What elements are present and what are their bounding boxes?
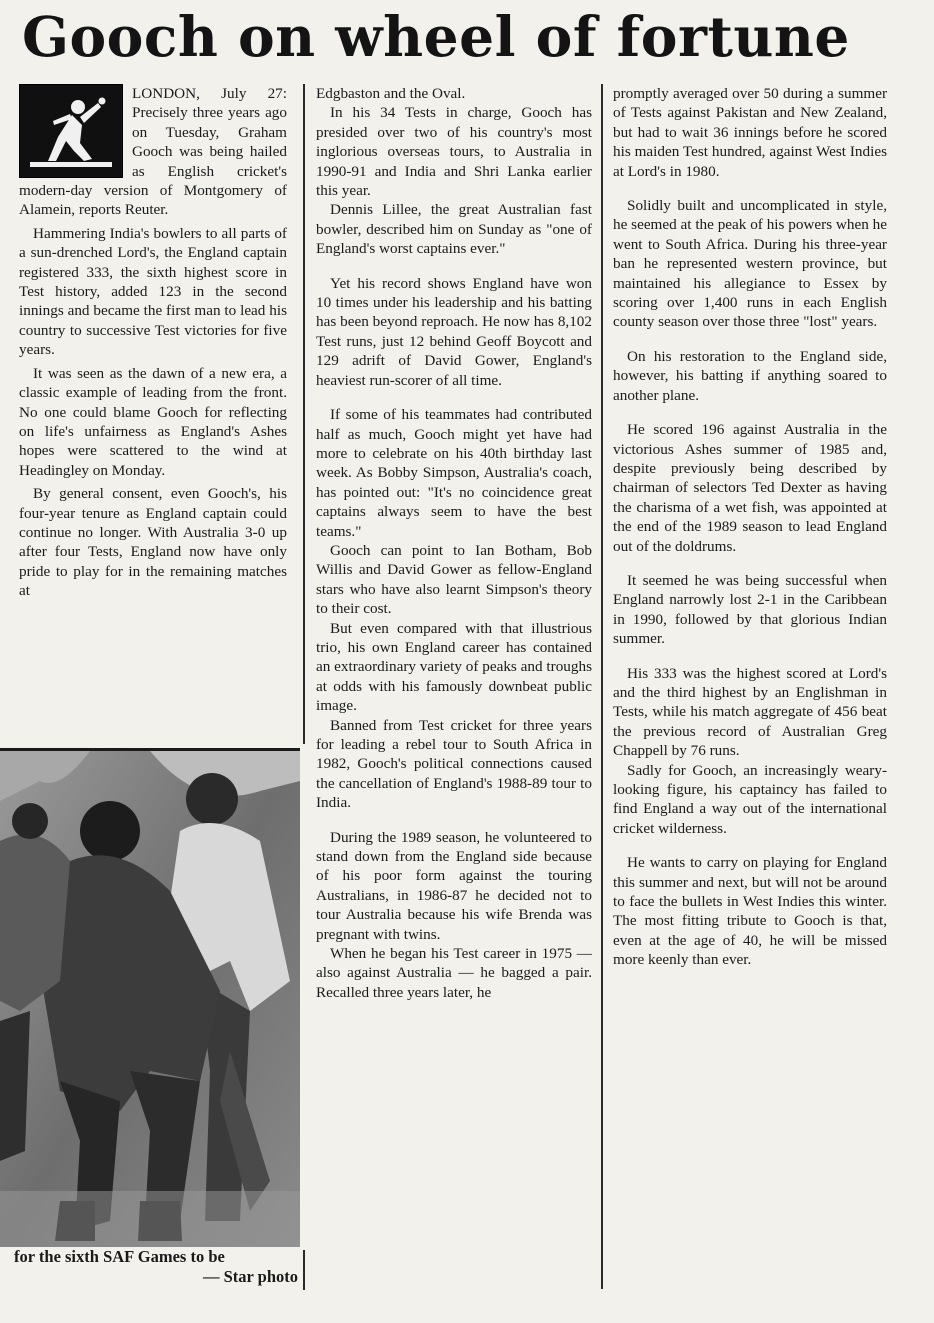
paragraph: It was seen as the dawn of a new era, a classic example of leading from the front. No one could blame Gooch for reflecting on life's unfairness as England's Ashes hopes were scattered to the wind at Headingley on Monday. xyxy=(19,364,287,479)
cricket-bowler-icon xyxy=(19,84,123,178)
article-column-3 xyxy=(613,84,887,1289)
paragraph: During the 1989 season, he volunteered to stand down from the England side because of his poor form against the touring Australians, in 1986-87 he decided not to tour Australia because his wife Brenda was pregnant with twins. xyxy=(316,828,592,943)
caption-text: for the sixth SAF Games to be xyxy=(14,1247,225,1266)
paragraph: If some of his teammates had contributed half as much, Gooch might yet have had more to celebrate on his 40th birthday last week. As Bobby Simpson, Australia's coach, has pointed out: "It's no coincidence great captains always seem to have the best teams." xyxy=(316,406,592,540)
paragraph: His 333 was the highest scored at Lord's and the third highest by an Englishman in Tests, while his match aggregate of 456 beat the previous record of Australian Greg Chappell by 76 runs. xyxy=(613,664,887,760)
paragraph: promptly averaged over 50 during a summer of Tests against Pakistan and New Zealand, but had to wait 36 innings before he scored his maiden Test hundred, against West Indies at Lord's in 1980. xyxy=(613,85,887,180)
paragraph: But even compared with that illustrious trio, his own England career has contained an extraordinary variety of peaks and troughs at odds with his famously downbeat public image. xyxy=(316,619,592,715)
paragraph: Dennis Lillee, the great Australian fast bowler, described him on Sunday as "one of England's worst captains ever." xyxy=(316,201,592,258)
photo-credit: — Star photo xyxy=(202,1267,298,1286)
headline: Gooch on wheel of fortune xyxy=(22,4,850,69)
paragraph: On his restoration to the England side, however, his batting if anything soared to another plane. xyxy=(613,347,887,404)
paragraph: He wants to carry on playing for England this summer and next, but will not be around to face the bullets in West Indies this winter. The most fitting tribute to Gooch is that, even at the age of 40, he will be missed more keenly than ever. xyxy=(613,854,887,969)
article-column-1 xyxy=(19,84,287,744)
column-rule xyxy=(303,1250,305,1290)
article-column-2 xyxy=(316,84,592,1289)
paragraph: He scored 196 against Australia in the victorious Ashes summer of 1985 and, despite previously being described by chairman of selectors Ted Dexter as having the charisma of a wet fish, was appointed at the end of the 1989 season to lead England out of the doldrums. xyxy=(613,421,887,555)
news-photo xyxy=(0,748,300,1247)
column-rule xyxy=(303,84,305,744)
paragraph: Yet his record shows England have won 10 times under his leadership and his batting has been beyond reproach. He now has 8,102 Test runs, just 12 behind Geoff Boycott and 129 adrift of David Gower, England's heaviest run-scorer of all time. xyxy=(316,274,592,389)
paragraph: Edgbaston and the Oval. xyxy=(316,85,466,102)
paragraph: Banned from Test cricket for three years for leading a rebel tour to South Africa in 1982, Gooch's political connections caused the cancellation of England's 1988-89 tour to India. xyxy=(316,716,592,812)
paragraph: By general consent, even Gooch's, his four-year tenure as England captain could continue no longer. With Australia 3-0 up after four Tests, England now have only pride to play for in the remaining matches at xyxy=(19,485,287,600)
paragraph: When he began his Test career in 1975 — also against Australia — he bagged a pair. Recalled three years later, he xyxy=(316,945,592,1001)
paragraph: It seemed he was being successful when England narrowly lost 2-1 in the Caribbean in 1990, followed by that glorious Indian summer. xyxy=(613,571,887,648)
paragraph: Solidly built and uncomplicated in style, he seemed at the peak of his powers when he went to South Africa. During his three-year ban he represented western province, but maintained his allegiance to Essex by scoring over 1,400 runs in each English county season over those three "lost" years. xyxy=(613,197,887,331)
paragraph: In his 34 Tests in charge, Gooch has presided over two of his country's most inglorious overseas tours, to Australia in 1990-91 and India and Shri Lanka earlier this year. xyxy=(316,104,592,200)
column-rule xyxy=(601,84,603,1289)
paragraph: LONDON, July 27: Precisely three years ago on Tuesday, Graham Gooch was being hailed as English cricket's modern-day version of Montgomery of Alamein, reports Reuter. xyxy=(19,85,287,219)
photo-caption xyxy=(14,1247,298,1287)
paragraph: Hammering India's bowlers to all parts of a sun-drenched Lord's, the England captain registered 333, the sixth highest score in Test history, added 123 in the second innings and became the first man to lead his country to successive Test victories for five years. xyxy=(19,224,287,359)
paragraph: Gooch can point to Ian Botham, Bob Willis and David Gower as fellow-England stars who have also learnt Simpson's theory to their cost. xyxy=(316,541,592,618)
paragraph: Sadly for Gooch, an increasingly weary-looking figure, his captaincy has failed to find England a way out of the international cricket wilderness. xyxy=(613,761,887,837)
